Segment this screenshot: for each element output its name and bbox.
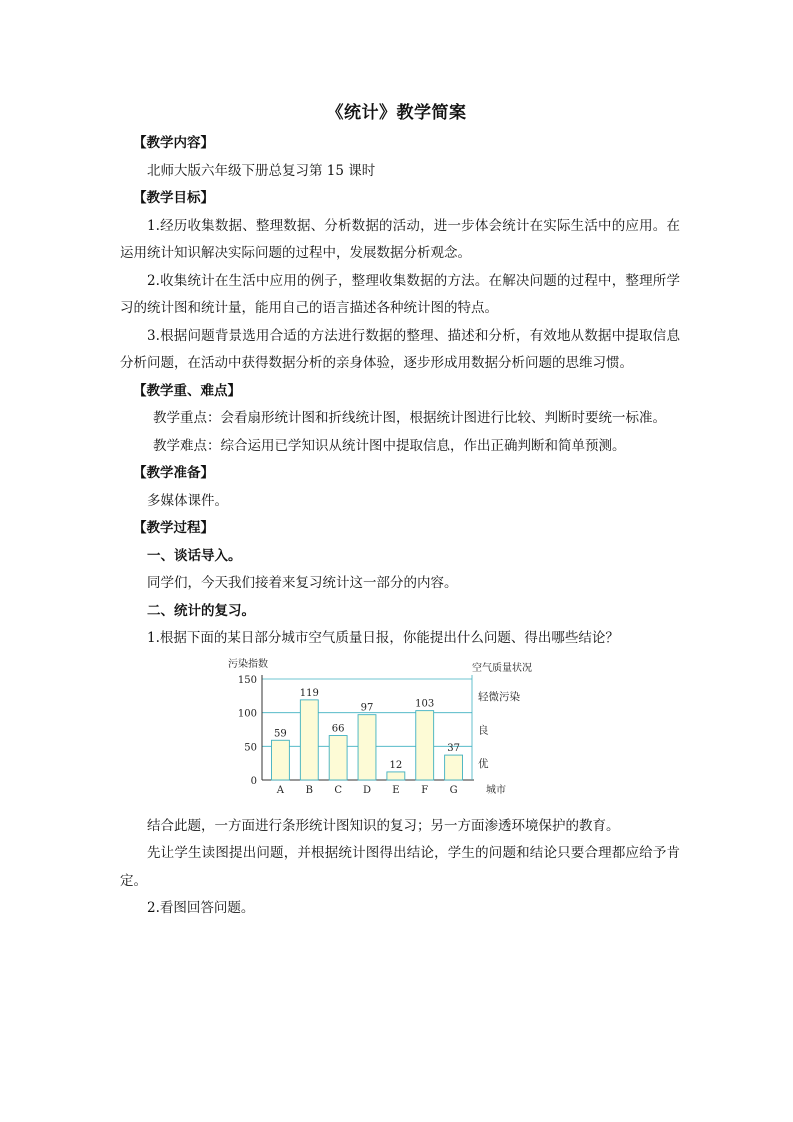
data-label-C: 66 xyxy=(331,723,345,735)
data-label-E: 12 xyxy=(389,759,403,771)
data-label-A: 59 xyxy=(274,727,287,739)
heading-preparation: 【教学准备】 xyxy=(133,465,214,481)
doc-title: 《统计》教学简案 xyxy=(326,103,467,123)
y-tick-label-3: 150 xyxy=(237,674,257,686)
key-point: 教学重点：会看扇形统计图和折线统计图，根据统计图进行比较、判断时要统一标准。 xyxy=(153,410,666,426)
bar-chart-svg xyxy=(226,657,546,797)
bar-B xyxy=(300,699,318,779)
preparation-text: 多媒体课件。 xyxy=(147,492,228,509)
y-tick-label-2: 100 xyxy=(237,708,257,720)
y-tick-label-0: 0 xyxy=(250,775,257,787)
goal-1: 1.经历收集数据、整理数据、分析数据的活动，进一步体会统计在实际生活中的应用。在运用统计知识解决实际问题的过程中，发展数据分析观念。 xyxy=(120,217,680,261)
section-1-title: 一、谈话导入。 xyxy=(147,547,242,564)
doc-body xyxy=(120,130,680,923)
goal-2: 2.收集统计在生活中应用的例子，整理收集数据的方法。在解决问题的过程中，整理所学习的统计图和统计量，能用自己的语言描述各种统计图的特点。 xyxy=(120,272,680,316)
band-label-1: 良 xyxy=(478,724,489,736)
question-2: 2.看图回答问题。 xyxy=(147,900,255,916)
band-label-0: 轻微污染 xyxy=(478,690,520,703)
data-label-D: 97 xyxy=(360,702,374,714)
question-1: 1.根据下面的某日部分城市空气质量日报，你能提出什么问题、得出哪些结论？ xyxy=(147,630,619,646)
x-tick-label-E: E xyxy=(392,784,400,796)
bar-G xyxy=(445,755,463,780)
x-tick-label-G: G xyxy=(449,784,458,796)
content-text: 北师大版六年级下册总复习第 15 课时 xyxy=(147,162,376,179)
x-tick-label-C: C xyxy=(334,784,342,796)
bar-D xyxy=(358,714,376,779)
x-tick-label-F: F xyxy=(421,784,429,796)
after-chart-text-2: 先让学生读图提出问题，并根据统计图得出结论，学生的问题和结论只要合理都应给予肯定。 xyxy=(120,845,680,889)
data-label-B: 119 xyxy=(299,687,319,699)
bar-C xyxy=(329,735,347,779)
difficult-point: 教学难点：综合运用已学知识从统计图中提取信息，作出正确判断和简单预测。 xyxy=(153,437,626,454)
band-label-2: 优 xyxy=(478,757,489,770)
bar-E xyxy=(387,771,405,779)
x-tick-label-A: A xyxy=(276,784,285,796)
bar-F xyxy=(416,710,434,779)
after-chart-text-1: 结合此题，一方面进行条形统计图知识的复习；另一方面渗透环境保护的教育。 xyxy=(147,817,620,834)
goal-3: 3.根据问题背景选用合适的方法进行数据的整理、描述和分析，有效地从数据中提取信息分析问题，在活动中获得数据分析的亲身体验，逐步形成用数据分析问题的思维习惯。 xyxy=(120,327,680,371)
x-axis-label: 城市 xyxy=(486,784,506,796)
y-axis-label: 污染指数 xyxy=(228,658,268,670)
x-tick-label-B: B xyxy=(305,784,313,796)
data-label-G: 37 xyxy=(447,742,460,754)
heading-content: 【教学内容】 xyxy=(133,135,214,151)
section-2-title: 二、统计的复习。 xyxy=(147,602,255,619)
data-label-F: 103 xyxy=(415,698,435,710)
heading-key-points: 【教学重、难点】 xyxy=(133,382,241,399)
right-title: 空气质量状况 xyxy=(472,662,532,674)
bar-A xyxy=(271,740,289,780)
air-quality-chart xyxy=(120,657,680,807)
heading-goals: 【教学目标】 xyxy=(133,190,214,206)
y-tick-label-1: 50 xyxy=(244,741,257,753)
x-tick-label-D: D xyxy=(362,784,372,796)
heading-process: 【教学过程】 xyxy=(133,520,214,536)
section-1-text: 同学们，今天我们接着来复习统计这一部分的内容。 xyxy=(147,575,458,591)
